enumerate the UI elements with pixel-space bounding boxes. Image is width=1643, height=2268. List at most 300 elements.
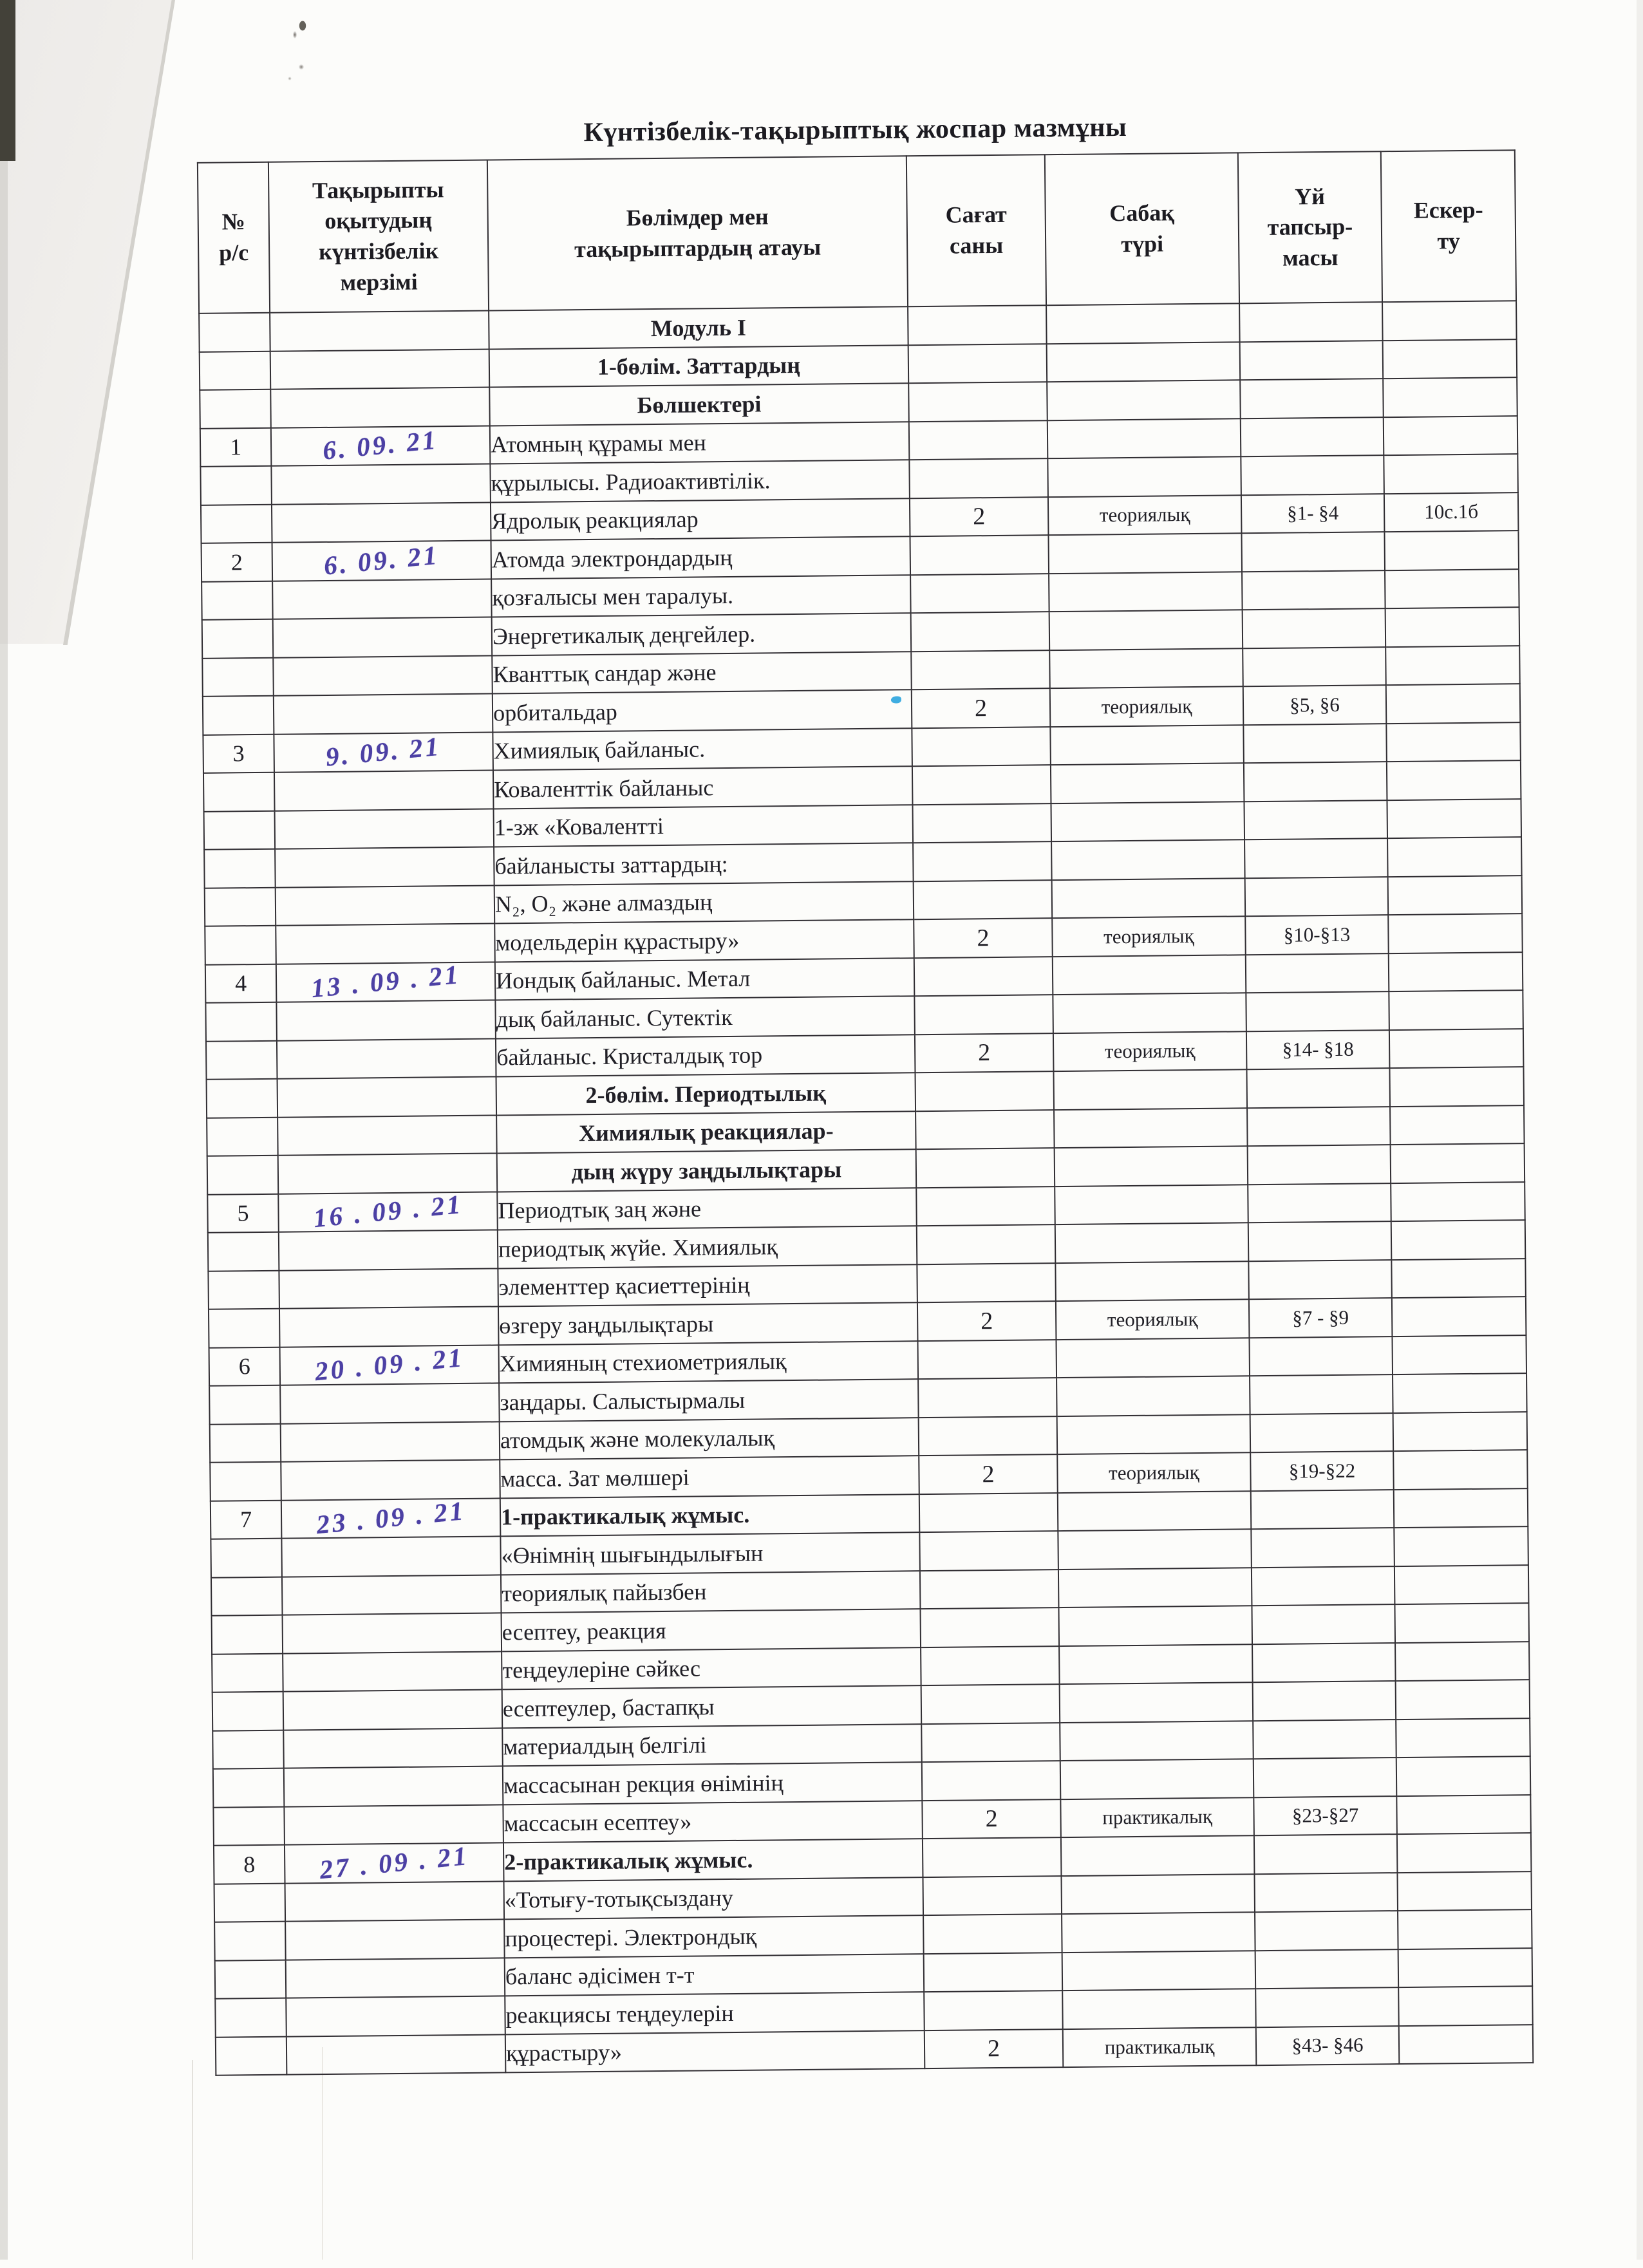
hours-cell — [920, 1607, 1059, 1647]
note-cell — [1391, 1143, 1525, 1183]
page-title: Күнтізбелік-тақырыптық жоспар мазмұны — [583, 112, 1127, 148]
note-cell — [1391, 1259, 1526, 1298]
row-number-cell — [207, 1117, 278, 1156]
lesson-date-cell — [270, 311, 489, 351]
topic-cell: Модуль I — [489, 306, 908, 349]
row-number-cell — [205, 1002, 277, 1042]
homework-cell: §19-§22 — [1250, 1451, 1394, 1491]
lesson-date-cell — [275, 809, 494, 849]
lesson-date-cell — [276, 885, 495, 926]
topic-cell: баланс әдісімен т-т — [505, 1954, 925, 1996]
topic-cell: атомдық және молекулалық — [500, 1418, 919, 1460]
hours-cell — [915, 1071, 1054, 1111]
homework-cell: §23-§27 — [1253, 1796, 1397, 1836]
row-number-cell — [213, 1768, 285, 1808]
lesson-date-cell — [272, 579, 492, 619]
row-number-cell — [211, 1539, 282, 1578]
topic-cell: периодтық жүйе. Химиялық — [498, 1226, 917, 1268]
row-number-cell: 8 — [214, 1845, 285, 1884]
note-cell — [1394, 1565, 1529, 1604]
plan-table-body — [199, 301, 1533, 2076]
lesson-type-cell — [1051, 839, 1245, 879]
row-number-cell — [212, 1615, 283, 1654]
note-cell — [1397, 1871, 1532, 1911]
hours-cell — [908, 382, 1047, 422]
lesson-type-cell — [1058, 1606, 1252, 1645]
lesson-date-cell — [271, 464, 491, 505]
hours-cell — [908, 305, 1047, 345]
topic-cell: 1-практикалық жұмыс. — [500, 1494, 920, 1537]
hours-cell — [923, 1914, 1062, 1954]
row-number-cell — [208, 1270, 279, 1309]
column-header-date: Тақырыпты оқытудың күнтізбелік мерзімі — [268, 160, 489, 313]
lesson-type-cell: теориялық — [1053, 1031, 1247, 1071]
hours-cell — [916, 1186, 1055, 1226]
lesson-type-cell: теориялық — [1050, 686, 1244, 726]
topic-cell: Иондық байланыс. Метал — [495, 958, 915, 1000]
note-cell — [1391, 1182, 1525, 1221]
topic-cell: Химиялық реакциялар- — [496, 1111, 916, 1154]
homework-cell — [1239, 302, 1383, 342]
homework-cell — [1246, 1068, 1390, 1108]
lesson-type-cell — [1055, 1185, 1248, 1224]
lesson-type-cell — [1060, 1759, 1254, 1799]
homework-cell — [1254, 1873, 1398, 1913]
homework-cell — [1242, 570, 1385, 610]
note-cell — [1384, 530, 1519, 570]
topic-cell: құрастыру» — [505, 2030, 925, 2073]
lesson-date-cell — [285, 1919, 505, 1960]
note-cell — [1396, 1756, 1531, 1795]
lesson-date-cell — [270, 349, 490, 389]
lesson-type-cell: теориялық — [1056, 1299, 1250, 1339]
lesson-date-cell — [279, 1268, 498, 1309]
homework-cell — [1251, 1528, 1394, 1568]
lesson-type-cell — [1053, 955, 1246, 995]
topic-cell: массасын есептеу» — [503, 1801, 923, 1843]
row-number-cell — [215, 1998, 286, 2038]
homework-cell — [1243, 647, 1386, 687]
row-number-cell — [202, 619, 274, 659]
lesson-date-cell — [277, 1115, 497, 1156]
topic-cell: дың жүру заңдылықтары — [497, 1149, 917, 1192]
note-cell — [1386, 722, 1521, 762]
hours-cell — [910, 535, 1049, 575]
lesson-date-cell — [271, 426, 491, 466]
lesson-type-cell — [1046, 303, 1240, 343]
note-cell — [1385, 569, 1519, 608]
lesson-date-cell — [274, 693, 493, 734]
note-cell — [1383, 339, 1517, 379]
column-header-lesson-type: Сабақ түрі — [1045, 153, 1239, 305]
homework-cell — [1240, 341, 1384, 380]
hours-cell: 2 — [917, 1301, 1056, 1341]
homework-cell — [1255, 1911, 1398, 1951]
lesson-type-cell — [1055, 1146, 1248, 1186]
lesson-type-cell — [1061, 1874, 1255, 1914]
column-header-note: Ескер- ту — [1381, 150, 1516, 302]
homework-cell — [1253, 1681, 1396, 1721]
lesson-type-cell — [1049, 648, 1243, 688]
row-number-cell: 7 — [211, 1500, 282, 1539]
hours-cell — [917, 1263, 1056, 1303]
lesson-type-cell: практикалық — [1060, 1797, 1254, 1837]
table-header — [198, 150, 1516, 314]
topic-cell: теориялық пайызбен — [501, 1571, 921, 1613]
lesson-type-cell — [1047, 456, 1241, 496]
lesson-date-cell — [286, 1996, 505, 2036]
lesson-type-cell — [1056, 1376, 1250, 1416]
lesson-date-cell — [286, 1958, 505, 1998]
row-number-cell — [207, 1079, 278, 1118]
topic-cell: байланыс. Кристалдық тор — [496, 1035, 915, 1077]
lesson-date-cell — [279, 1306, 499, 1347]
homework-cell — [1246, 953, 1389, 993]
note-cell — [1394, 1488, 1528, 1528]
homework-cell — [1253, 1720, 1396, 1759]
note-cell — [1386, 684, 1521, 723]
note-cell — [1382, 301, 1517, 340]
lesson-date-cell — [284, 1766, 503, 1806]
note-cell — [1398, 1948, 1533, 1987]
note-cell — [1398, 1909, 1532, 1949]
homework-cell — [1253, 1757, 1397, 1797]
hours-cell — [909, 458, 1048, 498]
note-cell — [1392, 1297, 1526, 1336]
row-number-cell — [208, 1232, 279, 1271]
lesson-type-cell — [1047, 418, 1241, 458]
topic-cell: 1-зж «Ковалентті — [494, 805, 914, 847]
hours-cell — [913, 841, 1052, 881]
lesson-type-cell — [1060, 1721, 1253, 1761]
hours-cell — [914, 957, 1053, 997]
homework-cell — [1249, 1336, 1393, 1376]
homework-cell — [1248, 1145, 1391, 1185]
homework-cell — [1248, 1183, 1391, 1223]
topic-cell: реакциясы теңдеулерін — [505, 1992, 925, 2034]
lesson-type-cell — [1054, 1108, 1248, 1148]
row-number-cell — [202, 657, 274, 697]
note-cell — [1393, 1373, 1527, 1412]
scan-artifact-blue-speck — [891, 696, 901, 703]
note-cell — [1394, 1603, 1529, 1642]
note-cell: 10с.1б — [1384, 492, 1519, 532]
lesson-date-cell — [286, 2034, 506, 2075]
lesson-type-cell — [1048, 533, 1242, 573]
lesson-type-cell — [1051, 763, 1244, 803]
homework-cell — [1241, 455, 1384, 495]
header-row — [198, 150, 1516, 314]
lesson-date-cell — [270, 388, 490, 428]
topic-cell: N₂, O₂ және алмаздың — [494, 881, 914, 924]
lesson-date-cell — [272, 541, 492, 581]
row-number-cell — [212, 1653, 283, 1692]
column-header-number: № р/с — [198, 162, 270, 314]
lesson-type-cell — [1053, 993, 1246, 1033]
homework-cell — [1250, 1374, 1393, 1414]
row-number-cell — [214, 1922, 286, 1961]
note-cell — [1389, 952, 1523, 991]
note-cell — [1383, 377, 1517, 417]
homework-cell — [1247, 1107, 1391, 1147]
row-number-cell — [201, 504, 272, 543]
homework-cell — [1248, 1221, 1392, 1261]
lesson-type-cell — [1049, 572, 1243, 612]
note-cell — [1387, 760, 1521, 800]
lesson-date-cell — [281, 1495, 501, 1540]
homework-cell — [1244, 800, 1387, 840]
homework-cell — [1240, 379, 1384, 418]
homework-cell: §1- §4 — [1241, 494, 1385, 534]
topic-cell: 1-бөлім. Заттардың — [489, 345, 909, 388]
topic-cell: «Тотығу-тотықсыздану — [504, 1877, 924, 1920]
hours-cell: 2 — [910, 497, 1049, 537]
hours-cell — [919, 1493, 1058, 1533]
homework-cell: §14- §18 — [1246, 1030, 1390, 1070]
row-number-cell — [203, 696, 274, 735]
lesson-date-cell — [274, 770, 494, 811]
hours-cell — [920, 1570, 1059, 1609]
row-number-cell: 2 — [202, 543, 273, 582]
hours-cell: 2 — [925, 2029, 1064, 2069]
topic-cell: құрылысы. Радиоактивтілік. — [490, 460, 910, 502]
topic-cell: есептеу, реакция — [502, 1609, 921, 1651]
note-cell — [1392, 1335, 1526, 1374]
topic-cell: орбитальдар — [493, 689, 912, 732]
hours-cell — [924, 1991, 1063, 2030]
note-cell — [1397, 1833, 1532, 1872]
lesson-type-cell — [1052, 878, 1246, 918]
topic-cell: заңдары. Салыстырмалы — [499, 1379, 919, 1421]
hours-cell — [917, 1224, 1056, 1264]
note-cell — [1393, 1450, 1528, 1489]
row-number-cell — [210, 1423, 281, 1463]
lesson-type-cell — [1058, 1568, 1252, 1607]
row-number-cell: 6 — [209, 1347, 281, 1386]
row-number-cell: 3 — [203, 734, 274, 773]
note-cell — [1395, 1642, 1530, 1681]
topic-cell: масса. Зат мөлшері — [500, 1456, 919, 1498]
lesson-date-cell — [277, 1038, 496, 1079]
column-header-homework: Үй тапсыр- масы — [1238, 151, 1382, 303]
row-number-cell — [199, 313, 270, 352]
topic-cell: процестері. Электрондық — [504, 1915, 924, 1958]
handwritten-date: 6. 09. 21 — [323, 539, 441, 581]
homework-cell — [1245, 877, 1389, 917]
topic-cell: өзгеру заңдылықтары — [498, 1302, 918, 1345]
note-cell — [1389, 990, 1523, 1029]
note-cell — [1398, 1986, 1533, 2025]
homework-cell — [1244, 762, 1387, 801]
lesson-type-cell — [1062, 1951, 1256, 1991]
topic-cell: есептеулер, бастапқы — [502, 1685, 922, 1728]
lesson-date-cell — [278, 1189, 498, 1233]
note-cell — [1385, 607, 1520, 646]
hours-cell — [917, 1340, 1056, 1380]
note-cell — [1399, 2025, 1534, 2064]
homework-cell — [1252, 1643, 1396, 1683]
row-number-cell: 1 — [200, 427, 272, 467]
hours-cell: 2 — [922, 1799, 1061, 1839]
hours-cell: 2 — [919, 1454, 1058, 1494]
hours-cell — [919, 1531, 1058, 1571]
note-cell — [1396, 1795, 1531, 1834]
lesson-date-cell — [276, 959, 496, 1004]
homework-cell: §10-§13 — [1245, 915, 1389, 955]
handwritten-date: 27 . 09 . 21 — [318, 1840, 471, 1884]
lesson-type-cell — [1058, 1491, 1252, 1531]
hours-cell — [910, 574, 1049, 614]
lesson-type-cell — [1058, 1529, 1252, 1569]
lesson-type-cell — [1050, 725, 1244, 765]
lesson-type-cell — [1051, 801, 1244, 841]
topic-cell: Энергетикалық деңгейлер. — [492, 613, 912, 655]
lesson-date-cell — [284, 1804, 503, 1845]
topic-cell: массасынан рекция өнімінің — [503, 1762, 923, 1804]
note-cell — [1388, 876, 1523, 915]
topic-cell: байланысты заттардың: — [494, 843, 914, 885]
lesson-type-cell: практикалық — [1063, 2027, 1257, 2067]
note-cell — [1387, 799, 1521, 838]
note-cell — [1391, 1220, 1526, 1259]
topic-cell: 2-практикалық жұмыс. — [503, 1839, 923, 1881]
lesson-date-cell — [283, 1728, 503, 1768]
lesson-date-cell — [285, 1881, 505, 1922]
topic-cell: Периодтық заң және — [497, 1188, 917, 1230]
note-cell — [1387, 837, 1522, 876]
row-number-cell — [206, 1040, 277, 1080]
topic-cell: қозғалысы мен таралуы. — [491, 575, 911, 617]
row-number-cell — [212, 1692, 284, 1731]
note-cell — [1388, 914, 1523, 953]
handwritten-date: 13 . 09 . 21 — [310, 959, 462, 1004]
lesson-date-cell — [281, 1459, 500, 1500]
hours-cell — [914, 880, 1053, 920]
lesson-date-cell — [276, 923, 495, 964]
homework-cell — [1250, 1413, 1394, 1453]
row-number-cell — [203, 773, 275, 812]
row-number-cell — [209, 1385, 281, 1425]
homework-cell — [1246, 991, 1389, 1031]
hours-cell — [911, 650, 1050, 690]
hours-cell — [921, 1646, 1060, 1686]
row-number-cell — [205, 926, 276, 965]
hours-cell — [923, 1876, 1062, 1916]
hours-cell — [916, 1148, 1055, 1188]
homework-cell: §43- §46 — [1256, 2026, 1400, 2066]
lesson-type-cell — [1056, 1338, 1250, 1378]
hours-cell — [923, 1837, 1062, 1877]
row-number-cell — [209, 1309, 280, 1348]
note-cell — [1389, 1067, 1524, 1106]
homework-cell — [1251, 1490, 1394, 1530]
row-number-cell — [213, 1806, 285, 1846]
hours-cell: 2 — [912, 688, 1051, 728]
homework-cell: §5, §6 — [1243, 685, 1387, 725]
hours-cell — [912, 765, 1051, 805]
lesson-date-cell — [273, 655, 493, 696]
note-cell — [1393, 1412, 1528, 1451]
topic-cell: Коваленттік байланыс — [493, 766, 913, 809]
hours-cell — [919, 1416, 1058, 1456]
topic-cell: Бөлшектері — [489, 383, 909, 426]
handwritten-date: 9. 09. 21 — [324, 731, 443, 772]
hours-cell: 2 — [914, 918, 1053, 958]
hours-cell — [918, 1378, 1057, 1418]
hours-cell — [909, 420, 1048, 460]
homework-cell: §7 - §9 — [1249, 1298, 1393, 1338]
hours-cell: 2 — [915, 1033, 1054, 1073]
lesson-date-cell — [283, 1689, 503, 1730]
lesson-date-cell — [282, 1575, 502, 1615]
hours-cell — [912, 803, 1051, 843]
note-cell — [1389, 1029, 1524, 1068]
lesson-type-cell — [1057, 1414, 1251, 1454]
row-number-cell — [200, 389, 271, 429]
hours-cell — [921, 1684, 1060, 1724]
lesson-date-cell — [276, 1000, 496, 1040]
topic-cell: Атомның құрамы мен — [490, 422, 910, 464]
hours-cell — [921, 1723, 1060, 1763]
homework-cell — [1241, 532, 1385, 572]
lesson-date-cell — [279, 1230, 498, 1270]
lesson-type-cell — [1047, 380, 1241, 420]
homework-cell — [1243, 724, 1387, 764]
lesson-type-cell: теориялық — [1048, 495, 1242, 535]
lesson-date-cell — [277, 1076, 497, 1117]
topic-cell: 2-бөлім. Периодтылық — [496, 1073, 916, 1115]
lesson-type-cell — [1047, 342, 1241, 382]
row-number-cell — [204, 811, 276, 850]
topic-cell: Химиялық байланыс. — [493, 728, 912, 771]
row-number-cell — [214, 1883, 286, 1922]
topic-cell: дық байланыс. Сутектік — [495, 996, 915, 1038]
note-cell — [1394, 1526, 1528, 1566]
topic-cell: Атомда электрондардың — [491, 536, 911, 579]
hours-cell — [908, 344, 1047, 384]
row-number-cell — [211, 1577, 283, 1616]
homework-cell — [1243, 608, 1386, 648]
column-header-hours: Сағат саны — [906, 155, 1046, 306]
note-cell — [1385, 646, 1520, 685]
note-cell — [1384, 416, 1518, 455]
topic-cell: материалдың белгілі — [502, 1724, 922, 1767]
homework-cell — [1252, 1566, 1395, 1606]
homework-cell — [1255, 1987, 1399, 2027]
row-number-cell — [207, 1156, 279, 1195]
lesson-date-cell — [272, 502, 491, 543]
hours-cell — [914, 995, 1053, 1035]
hours-cell — [911, 612, 1050, 651]
homework-cell — [1244, 838, 1388, 878]
lesson-plan-table — [197, 149, 1534, 2076]
topic-cell: Кванттық сандар және — [492, 651, 912, 694]
lesson-date-cell — [280, 1383, 500, 1423]
hours-cell — [922, 1761, 1061, 1801]
lesson-type-cell — [1053, 1069, 1247, 1109]
row-number-cell — [200, 466, 272, 505]
column-header-topic: Бөлімдер мен тақырыптардың атауы — [487, 156, 908, 310]
lesson-type-cell — [1055, 1223, 1249, 1262]
row-number-cell: 4 — [205, 964, 277, 1003]
lesson-type-cell — [1062, 1989, 1256, 2029]
row-number-cell — [204, 849, 276, 888]
lesson-type-cell — [1062, 1912, 1255, 1952]
row-number-cell — [216, 2036, 287, 2076]
homework-cell — [1241, 417, 1384, 457]
hours-cell — [915, 1110, 1055, 1150]
lesson-type-cell: теориялық — [1057, 1452, 1251, 1492]
